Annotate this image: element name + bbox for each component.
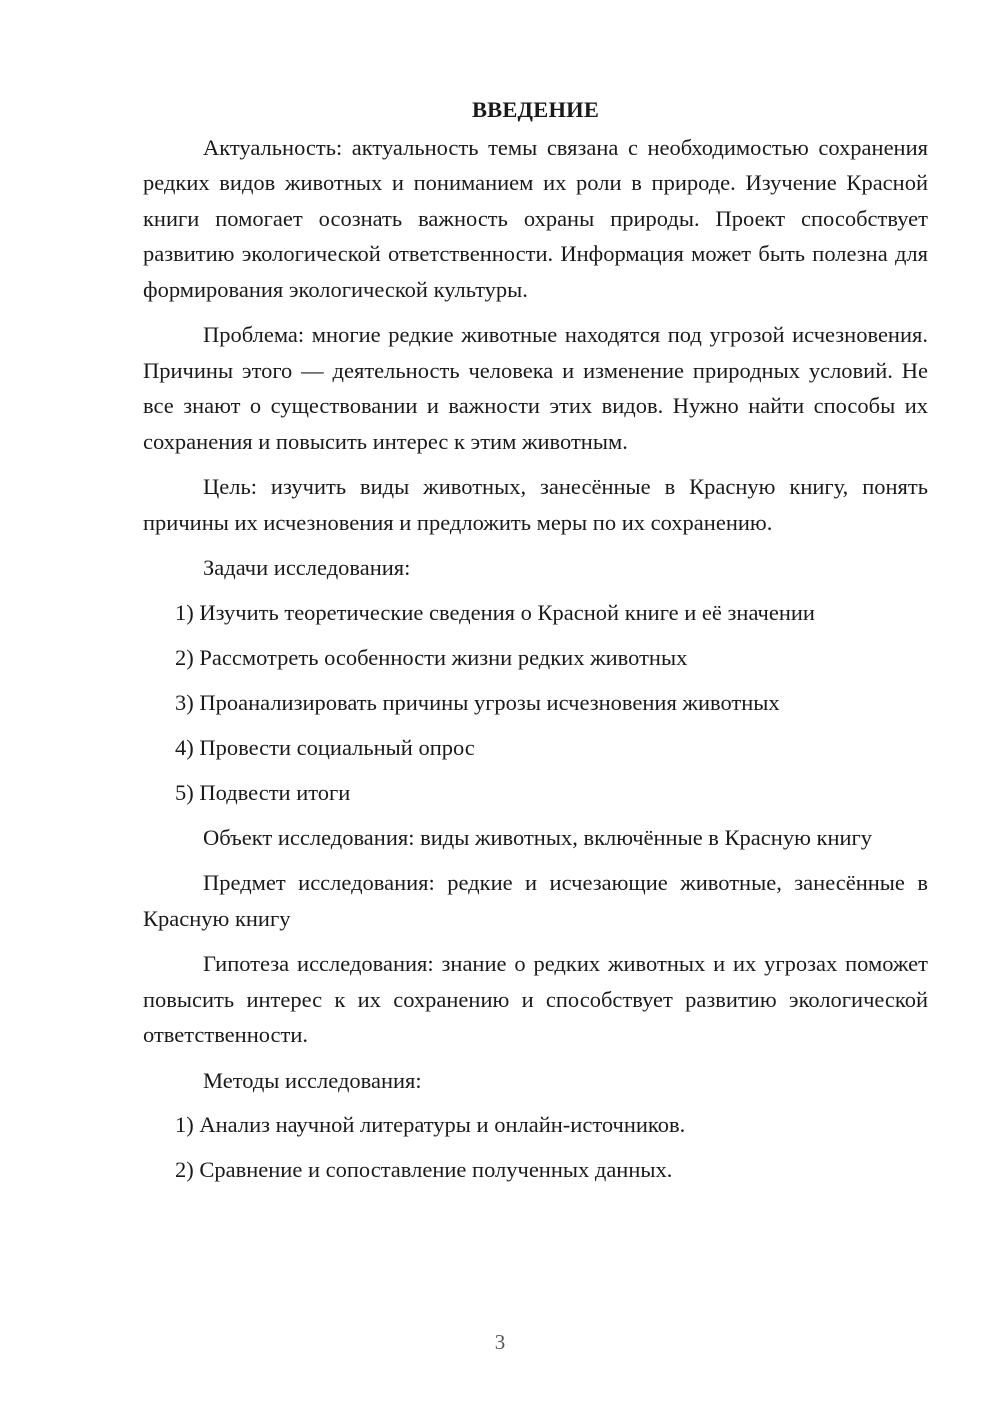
- problem-paragraph: Проблема: многие редкие животные находятся под угрозой исчезновения. Причины этого — деятельность человека и изменение природных условий. Не все знают о существовании и важности этих видов. Нужно найти способы их сохранения и повысить интерес к этим животным.: [143, 322, 928, 454]
- object-paragraph: Объект исследования: виды животных, включённые в Красную книгу: [203, 824, 873, 850]
- methods-list: [143, 1107, 928, 1188]
- task-item: 5) Подвести итоги: [175, 779, 351, 805]
- task-item: 2) Рассмотреть особенности жизни редких животных: [175, 644, 688, 670]
- task-item: 1) Изучить теоретические сведения о Красной книге и её значении: [175, 599, 815, 625]
- task-item: 4) Провести социальный опрос: [175, 734, 475, 760]
- method-item: 2) Сравнение и сопоставление полученных данных.: [175, 1157, 673, 1182]
- tasks-list: [143, 595, 928, 811]
- subject-paragraph: Предмет исследования: редкие и исчезающие животные, занесённые в Красную книгу: [143, 870, 928, 931]
- methods-label: Методы исследования:: [203, 1067, 422, 1093]
- goal-paragraph: Цель: изучить виды животных, занесённые в Красную книгу, понять причины их исчезновения и предложить меры по их сохранению.: [143, 474, 928, 535]
- relevance-paragraph: Актуальность: актуальность темы связана с необходимостью сохранения редких видов животных и пониманием их роли в природе. Изучение Красной книги помогает осознать важность охраны природы. Проект способствует развитию экологической ответственности. Информация может быть полезна для формирования экологической культуры.: [143, 134, 928, 302]
- page-number: 3: [494, 1330, 506, 1354]
- section-title: ВВЕДЕНИЕ: [471, 97, 600, 122]
- hypothesis-paragraph: Гипотеза исследования: знание о редких животных и их угрозах поможет повысить интерес к их сохранению и способствует развитию экологической ответственности.: [143, 951, 928, 1047]
- tasks-label: Задачи исследования:: [203, 555, 411, 580]
- task-item: 3) Проанализировать причины угрозы исчезновения животных: [175, 689, 780, 715]
- method-item: 1) Анализ научной литературы и онлайн-источников.: [175, 1112, 686, 1137]
- document-page: [143, 92, 928, 1197]
